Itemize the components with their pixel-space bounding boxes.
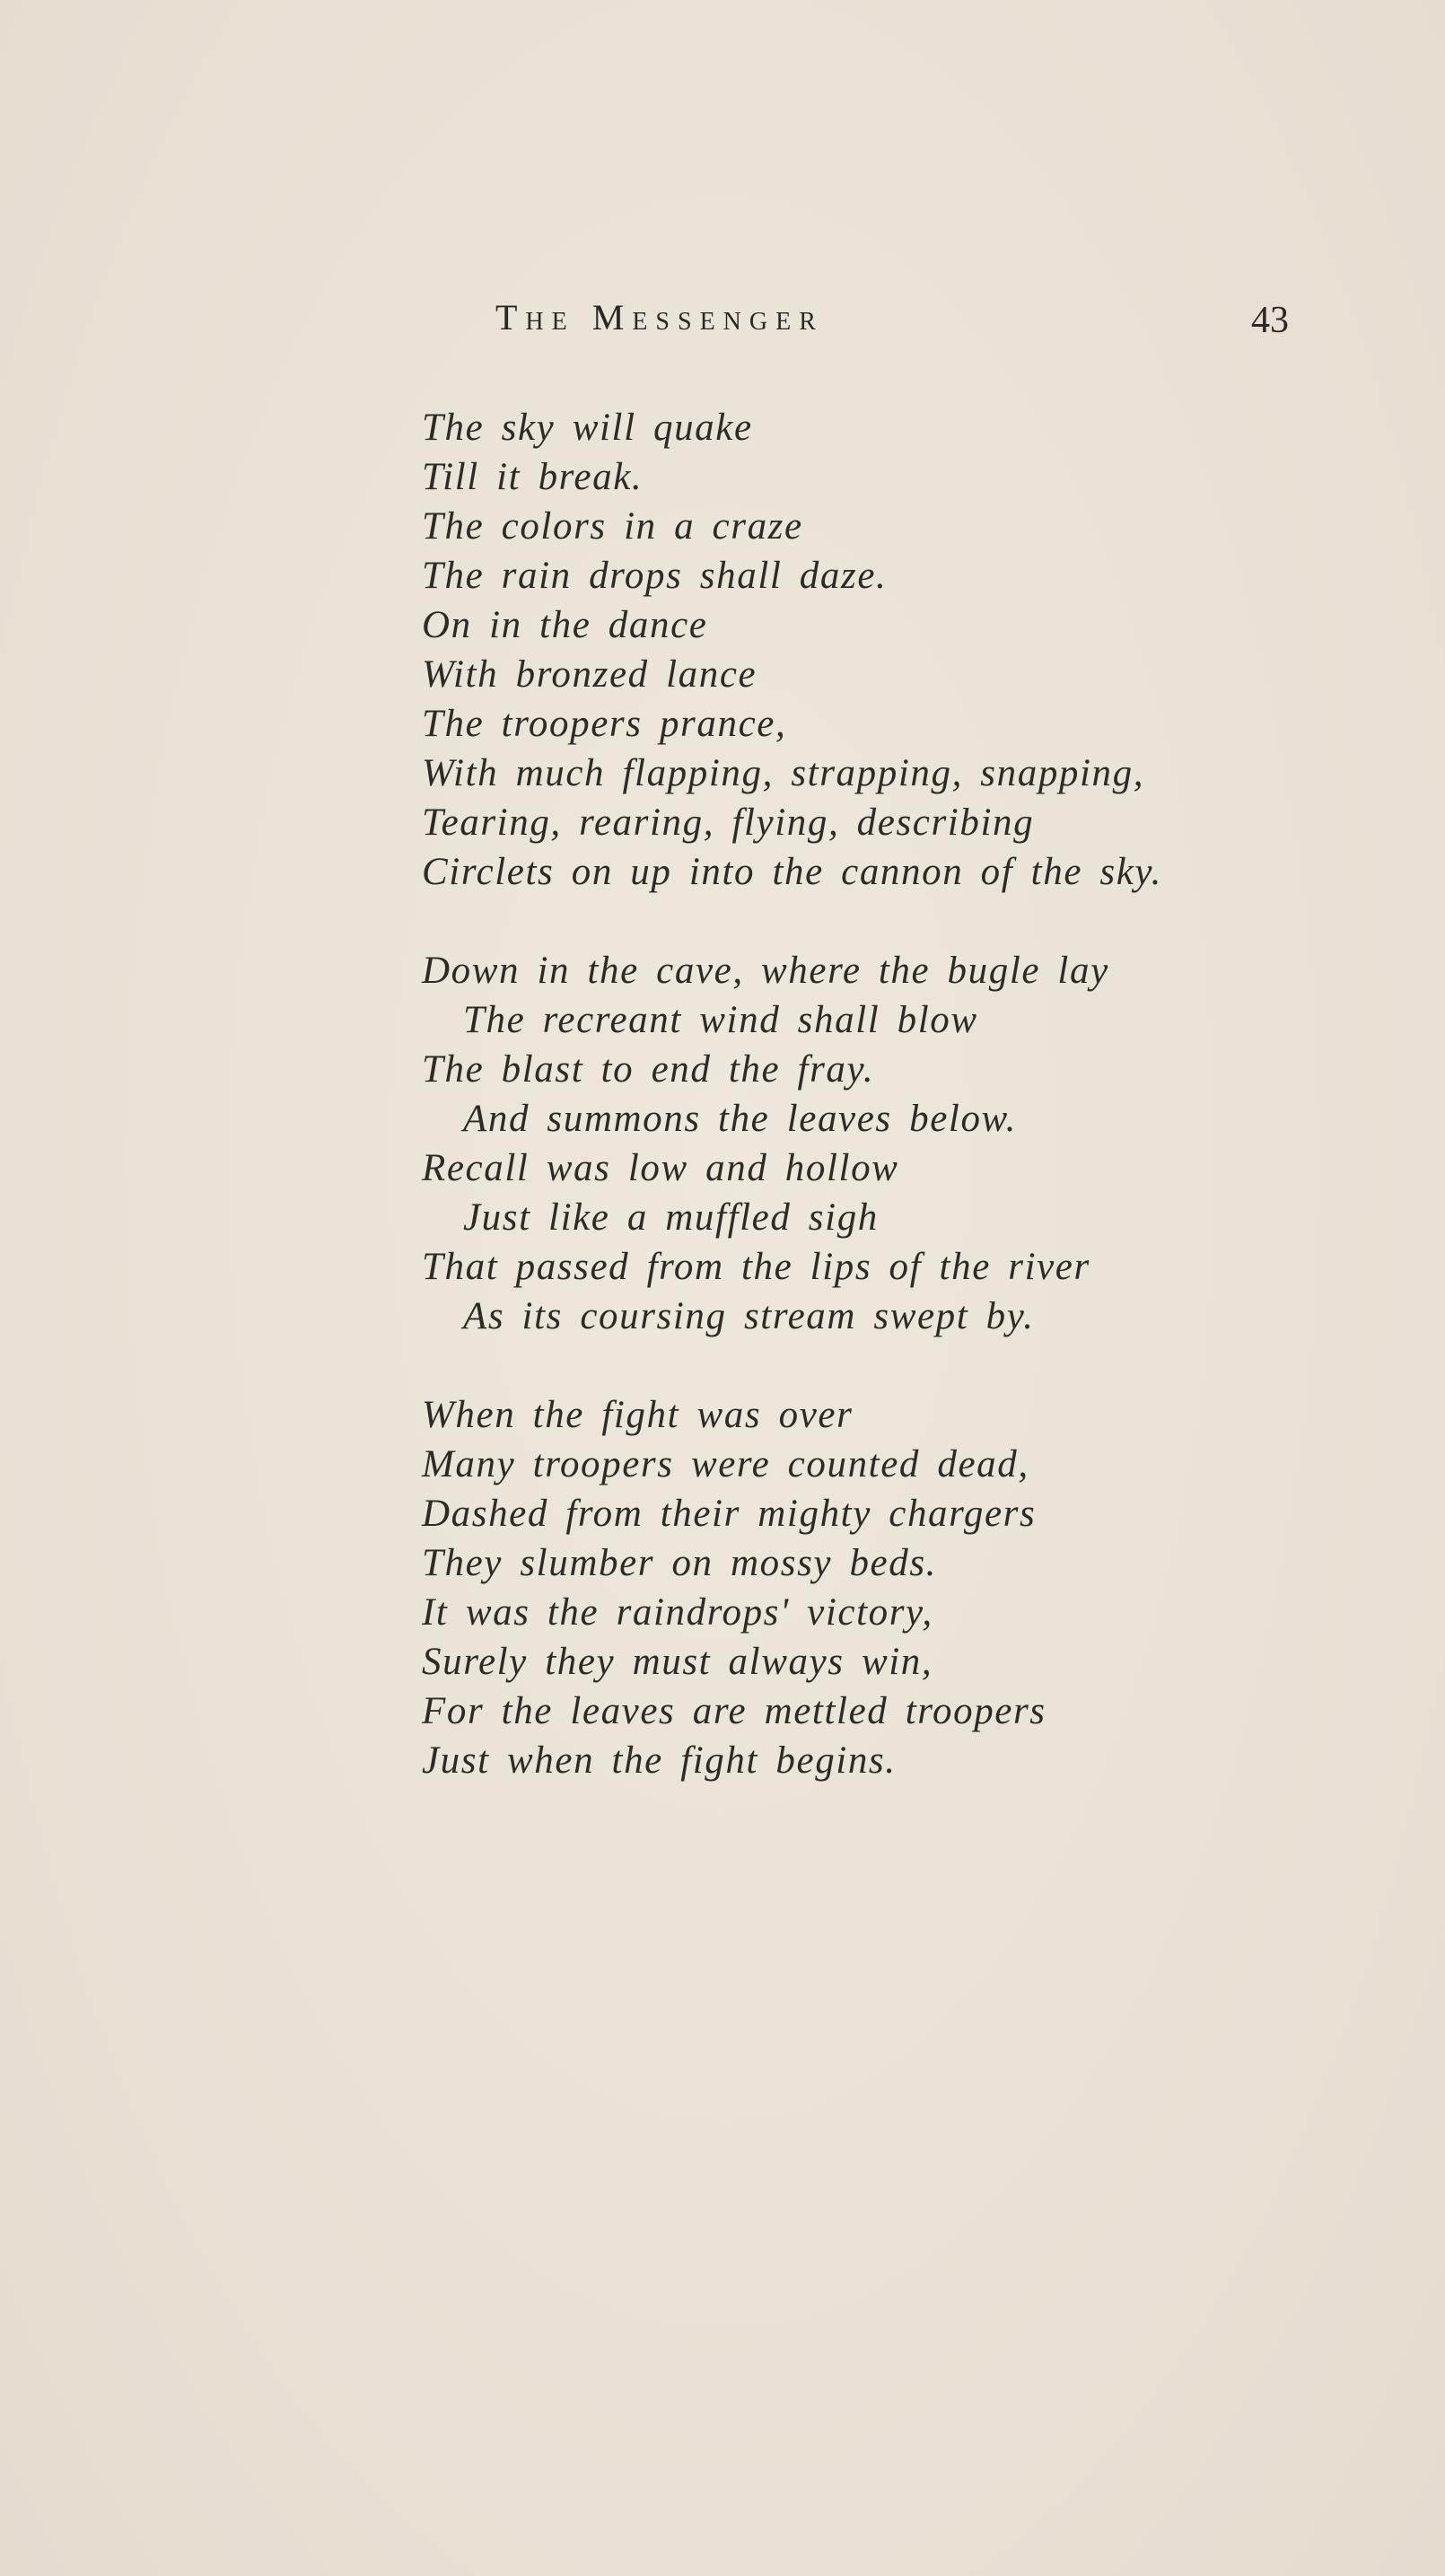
poem-line-indented: As its coursing stream swept by.	[463, 1295, 1035, 1337]
poem-line: Till it break.	[422, 456, 644, 498]
stanza-2	[422, 946, 1373, 1341]
poem-line: That passed from the lips of the river	[422, 1246, 1090, 1288]
poem-line: With bronzed lance	[422, 653, 758, 696]
poem-line-indented: And summons the leaves below.	[463, 1098, 1017, 1140]
poem-line: Just when the fight begins.	[422, 1739, 897, 1782]
poem-line: The blast to end the fray.	[422, 1048, 875, 1091]
stanza-3	[422, 1390, 1373, 1785]
poem-line: The colors in a craze	[422, 505, 803, 548]
poem-line: The rain drops shall daze.	[422, 555, 888, 597]
poem-line: Many troopers were counted dead,	[422, 1443, 1029, 1485]
poem-line-indented: Just like a muffled sigh	[463, 1196, 879, 1239]
poem-line: Recall was low and hollow	[422, 1147, 899, 1189]
page-number: 43	[1251, 300, 1289, 341]
poem-line: They slumber on mossy beds.	[422, 1542, 938, 1584]
poem-line: Down in the cave, where the bugle lay	[422, 950, 1109, 992]
poem-line: The troopers prance,	[422, 703, 787, 745]
poem-line: Surely they must always win,	[422, 1641, 933, 1683]
poem-line: Tearing, rearing, flying, describing	[422, 802, 1035, 844]
stanza-1	[422, 403, 1373, 897]
poem-line: When the fight was over	[422, 1394, 854, 1436]
poem-line: The sky will quake	[422, 407, 753, 449]
poem-line: Dashed from their mighty chargers	[422, 1493, 1037, 1535]
poem-line-indented: The recreant wind shall blow	[463, 999, 978, 1041]
poem-line: It was the raindrops' victory,	[422, 1591, 933, 1634]
poem-line: On in the dance	[422, 604, 708, 646]
running-head-title: The Messenger	[495, 297, 824, 337]
poem-line: With much flapping, strapping, snapping,	[422, 752, 1145, 794]
poem-line: Circlets on up into the cannon of the sky.	[422, 851, 1163, 893]
poem-body	[422, 403, 1373, 1835]
poem-line: For the leaves are mettled troopers	[422, 1690, 1047, 1732]
